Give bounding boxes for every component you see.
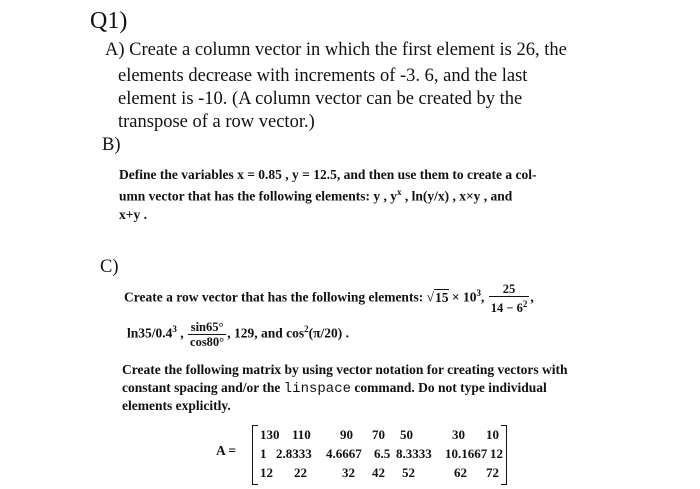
ln-exponent: 3 xyxy=(172,324,177,335)
matrix-cell: 110 xyxy=(292,427,311,442)
matrix-label: A = xyxy=(216,443,237,458)
fraction-2-numerator: sin65° xyxy=(188,320,226,335)
part-a-line-4: transpose of a row vector.) xyxy=(118,112,315,132)
mult-exponent: 3 xyxy=(476,288,481,299)
part-a-label: A) xyxy=(105,40,130,60)
part-b-line-2-rest: , ln(y/x) , x×y , and xyxy=(401,188,513,204)
matrix-cell: 130 xyxy=(260,427,280,442)
fraction-1-denominator xyxy=(489,297,530,315)
para-line-2-a: constant spacing and/or the xyxy=(122,380,284,395)
part-b-line-2-text: umn vector that has the following elements: y , y xyxy=(119,188,397,204)
matrix-cell: 52 xyxy=(402,465,415,480)
matrix-cell: 70 xyxy=(372,427,385,442)
part-c-line-1-text: Create a row vector that has the following elements: xyxy=(124,289,424,305)
part-b-label: B) xyxy=(102,135,121,155)
matrix-cell: 30 xyxy=(452,427,465,442)
part-a-line-3: element is -10. (A column vector can be created by the xyxy=(118,89,523,109)
part-c-label: C) xyxy=(100,257,119,277)
fraction-sin-cos xyxy=(188,320,226,349)
matrix-cell: 22 xyxy=(294,465,307,480)
matrix-cell: 90 xyxy=(340,427,353,442)
matrix-cell: 12 xyxy=(260,465,273,480)
part-b-line-2 xyxy=(119,187,512,205)
mult-term: × 10 xyxy=(448,289,477,305)
matrix-cell: 8.3333 xyxy=(396,446,432,461)
part-c-line-2-rest: 129, and cos xyxy=(233,325,305,341)
matrix-a xyxy=(252,425,507,485)
matrix-cell: 12 xyxy=(490,446,503,461)
matrix-cell: 32 xyxy=(342,465,355,480)
part-c-para-line-3: elements explicitly. xyxy=(122,398,231,413)
part-c-line-1: Create a row vector that has the following elements: $√15 \times 10^3$, $\frac{25}{14 - 6^2}$ , xyxy=(124,282,534,316)
part-c-para-line-2 xyxy=(122,380,547,397)
sqrt-radicand: 15 xyxy=(435,289,449,305)
linspace-command: linspace xyxy=(283,381,351,397)
part-b-line-1: Define the variables x = 0.85 , y = 12.5, and then use them to create a col- xyxy=(119,167,537,182)
matrix-cell: 10 xyxy=(486,427,499,442)
part-a-line-1: Create a column vector in which the first element is 26, the xyxy=(129,40,567,60)
para-line-2-b: command. Do not type individual xyxy=(351,380,547,395)
matrix-cell: 72 xyxy=(486,465,499,480)
matrix-cell: 62 xyxy=(454,465,467,480)
matrix-left-bracket xyxy=(252,425,258,485)
sqrt-term: √15 xyxy=(426,289,449,305)
part-b-exponent: x xyxy=(396,187,402,197)
matrix-cell: 6.5 xyxy=(374,446,391,461)
matrix-cell: 2.8333 xyxy=(276,446,312,461)
part-b-line-3: x+y . xyxy=(119,207,147,222)
fraction-1-den-exponent: 2 xyxy=(522,299,528,309)
matrix-cell: 1 xyxy=(260,446,267,461)
part-a-line-2: elements decrease with increments of -3. 6, and the last xyxy=(118,66,528,86)
fraction-1-numerator: 25 xyxy=(489,282,530,297)
fraction-25-over xyxy=(489,282,530,315)
matrix-cell: 42 xyxy=(372,465,385,480)
part-c-line-2: $\ln 35/0.4^3$ , $\frac{\sin 65^\circ}{\cos 80^\circ}$ , 129, and $\cos^2(\pi/20)$ . xyxy=(127,320,349,349)
matrix-cell: 10.1667 xyxy=(445,446,488,461)
part-c-line-2-end: (π/20) . xyxy=(308,325,349,341)
cos-exponent: 2 xyxy=(304,324,309,335)
fraction-1-denominator-text: 14 − 6 xyxy=(490,301,523,316)
fraction-2-denominator: cos80° xyxy=(190,335,225,349)
question-title: Q1) xyxy=(90,8,128,34)
matrix-cell: 50 xyxy=(400,427,413,442)
ln-term: ln35/0.4 xyxy=(127,325,173,341)
matrix-cell: 4.6667 xyxy=(326,446,362,461)
part-a-paragraph xyxy=(105,40,567,61)
part-c-para-line-1: Create the following matrix by using vector notation for creating vectors with xyxy=(122,362,568,377)
